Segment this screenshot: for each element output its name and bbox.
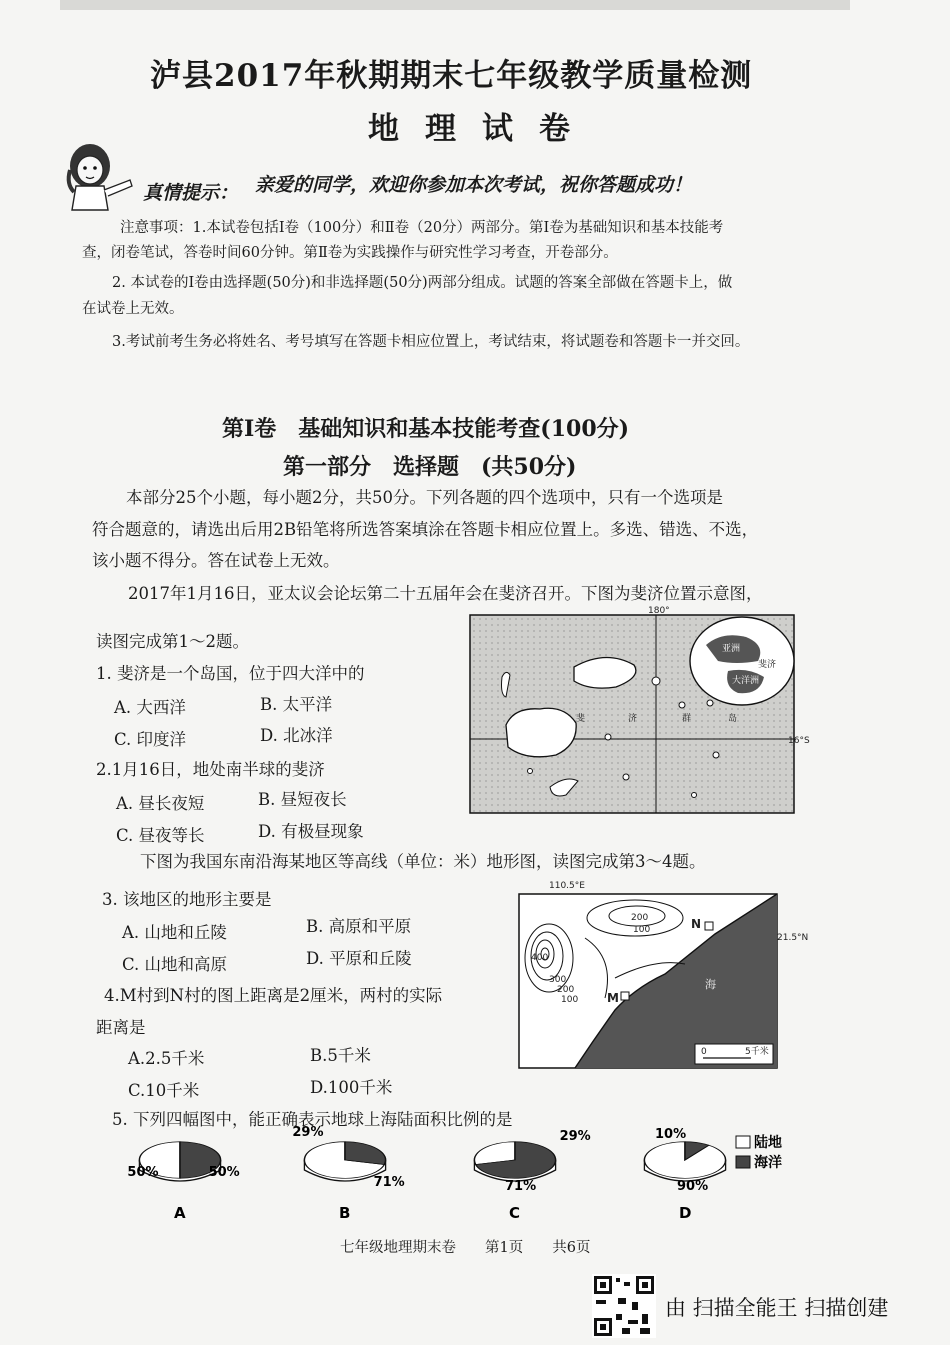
pie-d-ocean-label: 10% [655, 1127, 687, 1142]
pie-c [474, 1129, 590, 1222]
exam-subtitle: 地理试卷 [368, 111, 596, 147]
legend-land-swatch [736, 1136, 750, 1148]
notes-line-1: 注意事项：1.本试卷包括Ⅰ卷（100分）和Ⅱ卷（20分）两部分。第Ⅰ卷为基础知识和基本技能考 [120, 220, 724, 236]
village-m-label: M [607, 991, 619, 1005]
q1-stem: 1. 斐济是一个岛国，位于四大洋中的 [96, 664, 365, 683]
contour-lead: 下图为我国东南沿海某地区等高线（单位：米）地形图，读图完成第3～4题。 [140, 852, 706, 871]
pie-b-letter: B [339, 1204, 351, 1222]
inset-label-fiji: 斐济 [758, 660, 777, 670]
map-label-4: 岛 [728, 714, 738, 724]
page-footer: 七年级地理期末卷 第1页 共6页 [340, 1240, 591, 1256]
q4-option-b[interactable]: B.5千米 [310, 1046, 371, 1065]
elev-label-300: 300 [549, 975, 567, 985]
exam-title: 泸县2017年秋期期末七年级教学质量检测 [150, 58, 753, 94]
pie-d-land-label: 90% [677, 1179, 709, 1194]
contour-lon-label: 110.5°E [549, 881, 585, 891]
elev-label-200: 200 [631, 913, 649, 923]
pie-b [292, 1125, 404, 1222]
q4-stem-2: 距离是 [96, 1018, 146, 1037]
elev-label-100-top: 100 [633, 925, 651, 935]
notes-line-3: 2. 本试卷的Ⅰ卷由选择题(50分)和非选择题(50分)两部分组成。试题的答案全部做在答题卡上，做 [112, 275, 733, 291]
elev-label-200-low: 200 [557, 985, 575, 995]
fiji-location-map [466, 605, 810, 820]
map-label-2: 济 [628, 714, 638, 724]
notes-line-4: 在试卷上无效。 [82, 301, 184, 317]
map-label-3: 群 [682, 714, 692, 724]
contour-lat-label: 21.5°N [777, 933, 809, 943]
pie-a-letter: A [174, 1204, 186, 1222]
intro-line-3: 该小题不得分。答在试卷上无效。 [92, 551, 340, 570]
map-lat-label: 16°S [788, 736, 810, 746]
map-lon-label: 180° [648, 606, 670, 616]
inset-label-oceania: 大洋洲 [732, 676, 760, 686]
sea-label: 海 [705, 978, 716, 991]
intro-line-2: 符合题意的，请选出后用2B铅笔将所选答案填涂在答题卡相应位置上。多选、错选、不选， [92, 520, 759, 539]
q4-option-d[interactable]: D.100千米 [310, 1078, 393, 1097]
q5-stem: 5. 下列四幅图中，能正确表示地球上海陆面积比例的是 [112, 1110, 513, 1129]
pie-b-land-label: 71% [373, 1175, 405, 1190]
q4-option-a[interactable]: A.2.5千米 [128, 1049, 205, 1068]
pie-c-land-label: 29% [559, 1129, 591, 1144]
q1-option-c[interactable]: C. 印度洋 [114, 730, 187, 749]
q4-stem-1: 4.M村到N村的图上距离是2厘米，两村的实际 [104, 986, 443, 1005]
q3-option-a[interactable]: A. 山地和丘陵 [122, 923, 227, 942]
pie-b-ocean-label: 29% [292, 1125, 324, 1140]
q5-pie-charts [127, 1125, 830, 1228]
scale-label: 5千米 [745, 1047, 769, 1057]
elev-label-100-low: 100 [561, 995, 579, 1005]
q3-stem: 3. 该地区的地形主要是 [102, 890, 272, 909]
scale-zero: 0 [701, 1047, 707, 1057]
q2-option-b[interactable]: B. 昼短夜长 [258, 790, 347, 809]
section-heading: 第Ⅰ卷 基础知识和基本技能考查(100分) [222, 416, 630, 442]
inset-label-asia: 亚洲 [722, 644, 741, 654]
q1-option-b[interactable]: B. 太平洋 [260, 695, 333, 714]
village-n-label: N [691, 917, 702, 931]
pie-a [127, 1142, 239, 1222]
pie-a-ocean-label: 50% [127, 1165, 159, 1180]
legend-ocean-label: 海洋 [754, 1155, 782, 1171]
student-cartoon-icon [58, 140, 136, 212]
qr-code-icon [592, 1274, 656, 1338]
notes-line-2: 查，闭卷笔试，答卷时间60分钟。第Ⅱ卷为实践操作与研究性学习考查，开卷部分。 [82, 245, 618, 261]
pie-d [644, 1127, 725, 1222]
q1-option-d[interactable]: D. 北冰洋 [260, 726, 333, 745]
tip-text: 亲爱的同学，欢迎你参加本次考试，祝你答题成功！ [255, 174, 693, 196]
pie-c-letter: C [509, 1204, 521, 1222]
pie-c-ocean-label: 71% [505, 1179, 537, 1194]
q2-option-d[interactable]: D. 有极昼现象 [258, 822, 364, 841]
intro-line-1: 本部分25个小题，每小题2分，共50分。下列各题的四个选项中，只有一个选项是 [126, 488, 723, 507]
pie-a-land-label: 50% [208, 1165, 240, 1180]
fiji-lead-2: 读图完成第1～2题。 [96, 632, 249, 651]
elev-label-400: 400 [531, 953, 549, 963]
legend-land-label: 陆地 [754, 1135, 782, 1151]
top-edge-strip [60, 0, 850, 10]
contour-map [515, 878, 835, 1074]
fiji-lead-1: 2017年1月16日，亚太议会论坛第二十五届年会在斐济召开。下图为斐济位置示意图， [128, 584, 763, 603]
legend-ocean-swatch [736, 1156, 750, 1168]
q4-option-c[interactable]: C.10千米 [128, 1081, 200, 1100]
q3-option-c[interactable]: C. 山地和高原 [122, 955, 228, 974]
pie-legend [736, 1134, 782, 1171]
scanner-watermark: 由 扫描全能王 扫描创建 [665, 1296, 889, 1320]
q3-option-b[interactable]: B. 高原和平原 [306, 917, 412, 936]
q3-option-d[interactable]: D. 平原和丘陵 [306, 949, 412, 968]
q1-option-a[interactable]: A. 大西洋 [114, 698, 186, 717]
notes-line-5: 3.考试前考生务必将姓名、考号填写在答题卡相应位置上，考试结束，将试题卷和答题卡一并交回。 [112, 334, 750, 350]
map-label-1: 斐 [576, 714, 586, 724]
part-heading: 第一部分 选择题 (共50分) [283, 454, 577, 480]
q2-stem: 2.1月16日，地处南半球的斐济 [96, 760, 325, 779]
q2-option-c[interactable]: C. 昼夜等长 [116, 826, 205, 845]
q2-option-a[interactable]: A. 昼长夜短 [116, 794, 205, 813]
tip-label: 真情提示： [143, 182, 239, 204]
pie-d-letter: D [679, 1204, 692, 1222]
